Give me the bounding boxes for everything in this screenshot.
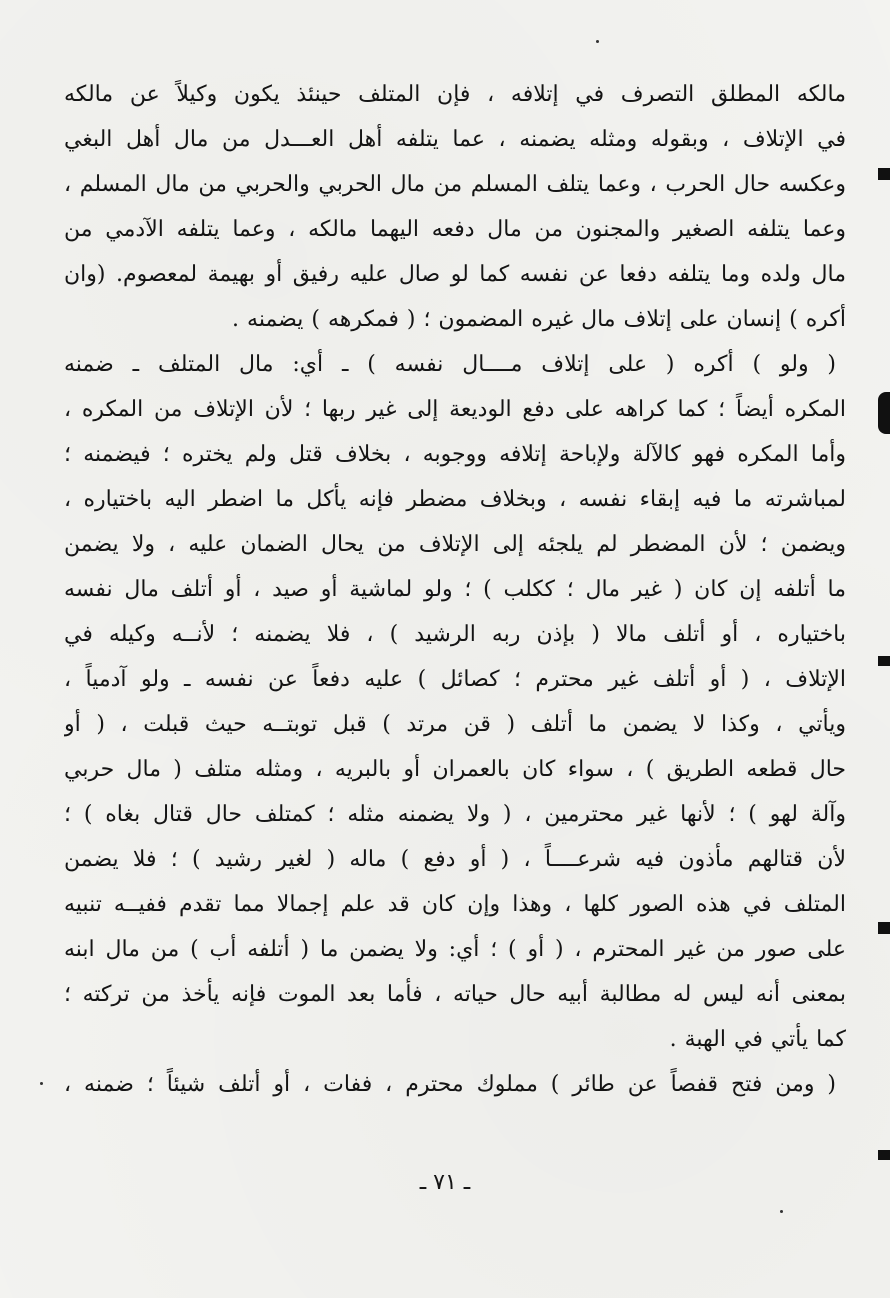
text-line: لأن قتالهم مأذون فيه شرعــــاً ، ( أو دفع ) ماله ( لغير رشيد ) ؛ فلا يضمن [64, 847, 846, 872]
body-text [64, 72, 846, 1107]
text-line: باختياره ، أو أتلف مالا ( بإذن ربه الرشيد ) ، فلا يضمنه ؛ لأنــه وكيله في [64, 622, 846, 647]
scan-edge-mark [878, 168, 890, 180]
scan-speck [780, 1210, 783, 1213]
text-line: ( ومن فتح قفصاً عن طائر ) مملوك محترم ، ففات ، أو أتلف شيئاً ؛ ضمنه ، [64, 1072, 836, 1097]
scan-edge-mark [878, 656, 890, 666]
text-line: الإتلاف ، ( أو أتلف غير محترم ؛ كصائل ) عليه دفعاً عن نفسه ـ ولو آدمياً ، [64, 667, 846, 692]
scan-edge-mark [878, 392, 890, 434]
text-line: مال ولده وما يتلفه دفعا عن نفسه كما لو صال عليه رفيق أو بهيمة لمعصوم. (وان [64, 262, 846, 287]
scan-speck [596, 40, 599, 43]
text-line: ويأتي ، وكذا لا يضمن ما أتلف ( قن مرتد ) قبل توبتــه حيث قبلت ، ( أو [64, 712, 846, 737]
text-line: وعكسه حال الحرب ، وعما يتلف المسلم من مال الحربي والحربي من مال المسلم ، [64, 172, 846, 197]
text-line: وأما المكره فهو كالآلة ولإباحة إتلافه ووجوبه ، بخلاف قتل ولم يختره ؛ فيضمنه ؛ [64, 442, 846, 467]
page-number: ـ ٧١ ـ [419, 1170, 471, 1195]
text-line: أكره ) إنسان على إتلاف مال غيره المضمون ؛ ( فمكرهه ) يضمنه . [232, 307, 846, 332]
text-line: وآلة لهو ) ؛ لأنها غير محترمين ، ( ولا يضمنه مثله ؛ كمتلف حال قتال بغاه ) ؛ [64, 802, 846, 827]
text-line: ويضمن ؛ لأن المضطر لم يلجئه إلى الإتلاف من يحال الضمان عليه ، ولا يضمن [64, 532, 846, 557]
text-line: وعما يتلفه الصغير والمجنون من مال دفعه اليهما مالكه ، وعما يتلفه الآدمي من [64, 217, 846, 242]
text-line: كما يأتي في الهبة . [669, 1027, 846, 1052]
text-line: بمعنى أنه ليس له مطالبة أبيه حال حياته ، فأما بعد الموت فإنه يأخذ من تركته ؛ [64, 982, 846, 1007]
text-line: المكره أيضاً ؛ كما كراهه على دفع الوديعة إلى غير ربها ؛ لأن الإتلاف من المكره ، [64, 397, 846, 422]
text-line: ( ولو ) أكره ( على إتلاف مــــال نفسه ) ـ أي: مال المتلف ـ ضمنه [64, 352, 836, 377]
text-line: في الإتلاف ، وبقوله ومثله يضمنه ، عما يتلفه أهل العـــدل من مال أهل البغي [64, 127, 846, 152]
scan-edge-mark [878, 922, 890, 934]
text-line: ما أتلفه إن كان ( غير مال ؛ ككلب ) ؛ ولو لماشية أو صيد ، أو أتلف مال نفسه [64, 577, 846, 602]
scan-speck [40, 1082, 43, 1085]
text-line: المتلف في هذه الصور كلها ، وهذا وإن كان قد علم إجمالا مما تقدم ففيــه تنبيه [64, 892, 846, 917]
text-line: مالكه المطلق التصرف في إتلافه ، فإن المتلف حينئذ يكون وكيلاً عن مالكه [64, 82, 846, 107]
text-line: حال قطعه الطريق ) ، سواء كان بالعمران أو بالبريه ، ومثله متلف ( مال حربي [64, 757, 846, 782]
text-line: على صور من غير المحترم ، ( أو ) ؛ أي: ولا يضمن ما ( أتلفه أب ) من مال ابنه [64, 937, 846, 962]
text-line: لمباشرته ما فيه إبقاء نفسه ، وبخلاف مضطر فإنه يأكل ما اضطر اليه باختياره ، [64, 487, 846, 512]
scan-edge-mark [878, 1150, 890, 1160]
